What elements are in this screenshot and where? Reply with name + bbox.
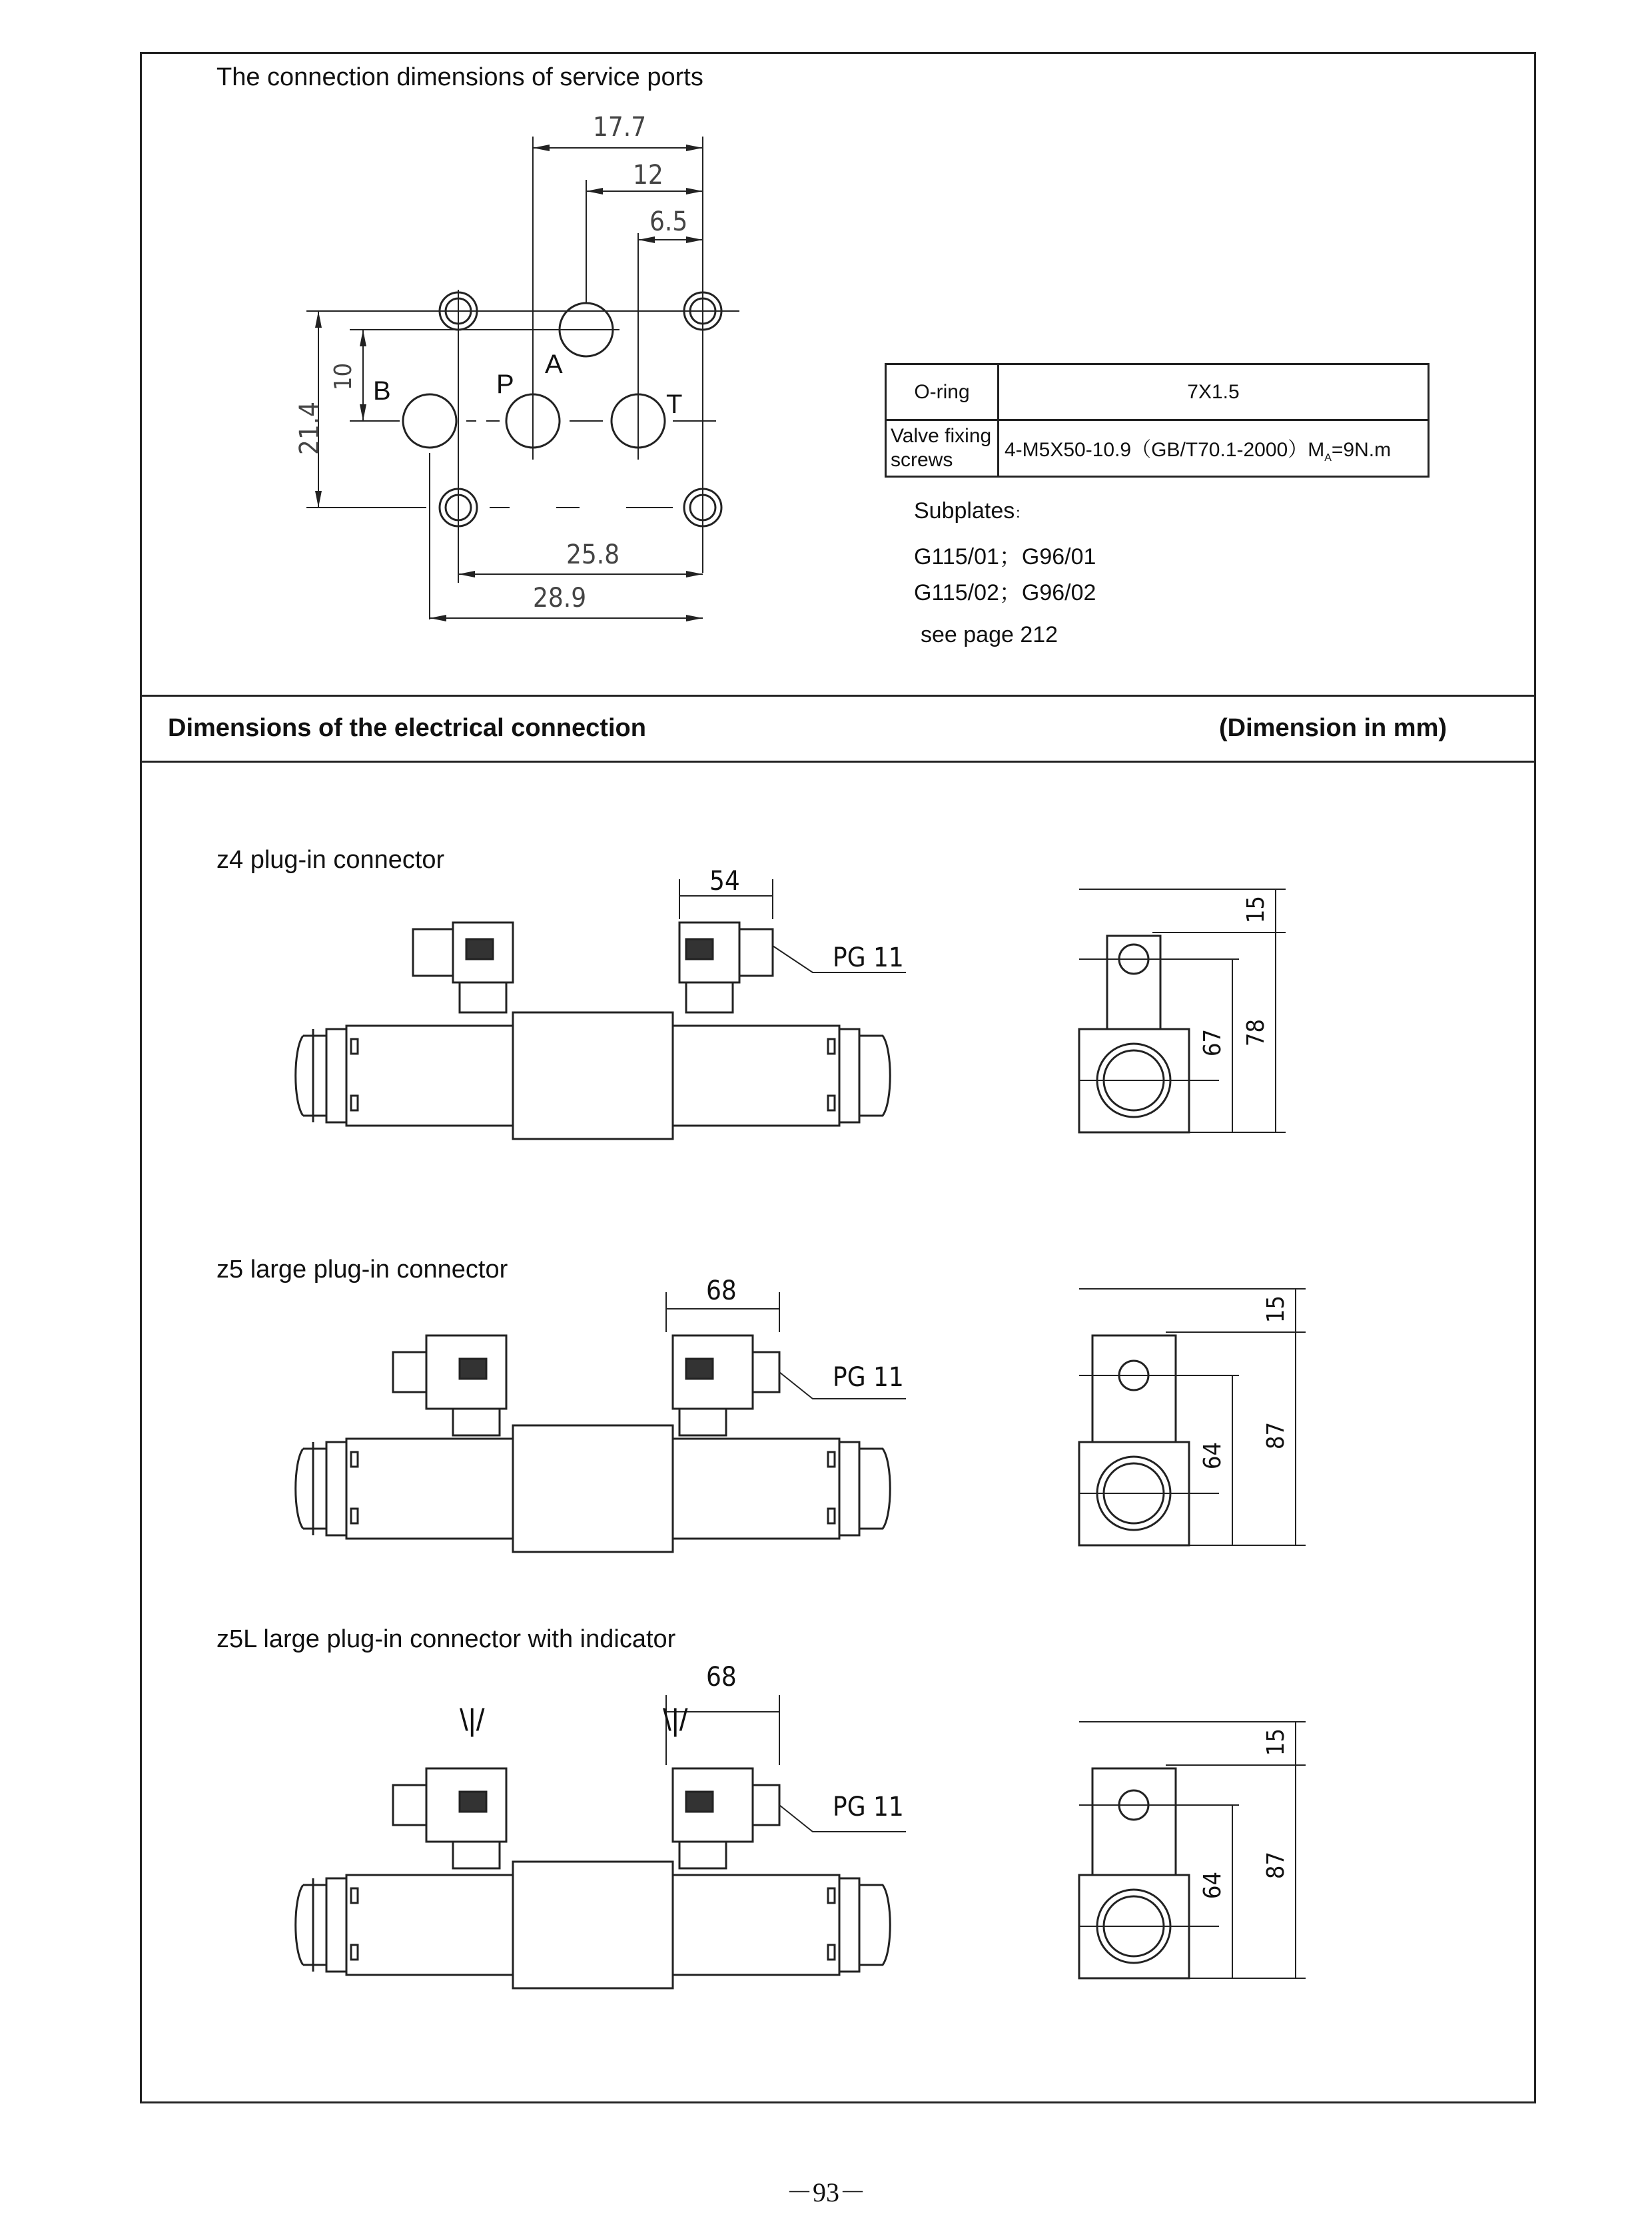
port-label-p: P: [496, 370, 514, 399]
z5-side-view: [296, 1425, 891, 1552]
dim-6-5: 6.5: [649, 206, 688, 237]
port-label-t: T: [666, 390, 683, 419]
z5l-top-dim: 15: [1262, 1728, 1290, 1756]
z5-top-dim: 15: [1262, 1295, 1290, 1323]
z5l-total-dim: 87: [1262, 1851, 1290, 1880]
dim-25-8: 25.8: [566, 540, 620, 570]
z5-plugs: [393, 1292, 906, 1435]
z4-plugs: [413, 879, 906, 1012]
subplates-colon: ：: [1015, 505, 1030, 522]
z4-width-dim: 54: [709, 866, 740, 897]
port-label-a: A: [545, 350, 563, 379]
z4-side-view: [296, 1012, 891, 1139]
connector-z5-title: z5 large plug-in connector: [216, 1256, 508, 1284]
connector-z5l-title: z5L large plug-in connector with indicator: [216, 1625, 676, 1653]
oring-label: O-ring: [886, 364, 999, 420]
connector-z4-title: z4 plug-in connector: [216, 846, 445, 874]
dim-12: 12: [633, 160, 663, 190]
z5-end-view: [1079, 1289, 1306, 1545]
screws-value-sub: A: [1324, 452, 1332, 464]
z5l-indicator-right: \|/: [663, 1702, 688, 1737]
electrical-header-left: Dimensions of the electrical connection: [168, 714, 646, 742]
subplates-page-ref: see page 212: [921, 622, 1058, 647]
z4-end-view: [1079, 889, 1286, 1132]
z5-mid-dim: 64: [1199, 1441, 1227, 1470]
page-number: －93－: [786, 2177, 866, 2207]
z4-mid-dim: 67: [1199, 1028, 1227, 1057]
screws-label-line1: Valve fixing: [891, 425, 992, 447]
z5l-side-view: [296, 1862, 891, 1988]
port-label-b: B: [373, 376, 391, 406]
z4-thread-label: PG 11: [833, 942, 904, 973]
z5-total-dim: 87: [1262, 1421, 1290, 1450]
dim-10: 10: [330, 362, 358, 391]
screws-value-main: 4-M5X50-10.9（GB/T70.1-2000）M: [1005, 438, 1325, 461]
screws-label-line2: screws: [891, 449, 953, 471]
dim-17-7: 17.7: [593, 112, 647, 143]
dim-21-4: 21.4: [294, 401, 326, 456]
subplate-line-2: G115/02；G96/02: [914, 580, 1096, 605]
subplates-title-text: Subplates: [914, 498, 1015, 524]
z5-width-dim: 68: [706, 1276, 737, 1306]
z5l-indicator-left: \|/: [460, 1702, 485, 1737]
subplate-line-1: G115/01；G96/01: [914, 544, 1096, 569]
z4-top-dim: 15: [1242, 895, 1270, 924]
dim-28-9: 28.9: [533, 583, 587, 613]
ports-section-title: The connection dimensions of service ports: [216, 63, 703, 91]
z5l-thread-label: PG 11: [833, 1792, 904, 1822]
screws-value-end: =9N.m: [1331, 438, 1392, 461]
z4-total-dim: 78: [1242, 1018, 1270, 1047]
z5l-width-dim: 68: [706, 1662, 737, 1692]
electrical-header-right: (Dimension in mm): [1219, 714, 1447, 742]
z5l-end-view: [1079, 1722, 1306, 1978]
z5l-mid-dim: 64: [1199, 1871, 1227, 1900]
oring-value: 7X1.5: [999, 364, 1429, 420]
z5-thread-label: PG 11: [833, 1362, 904, 1393]
